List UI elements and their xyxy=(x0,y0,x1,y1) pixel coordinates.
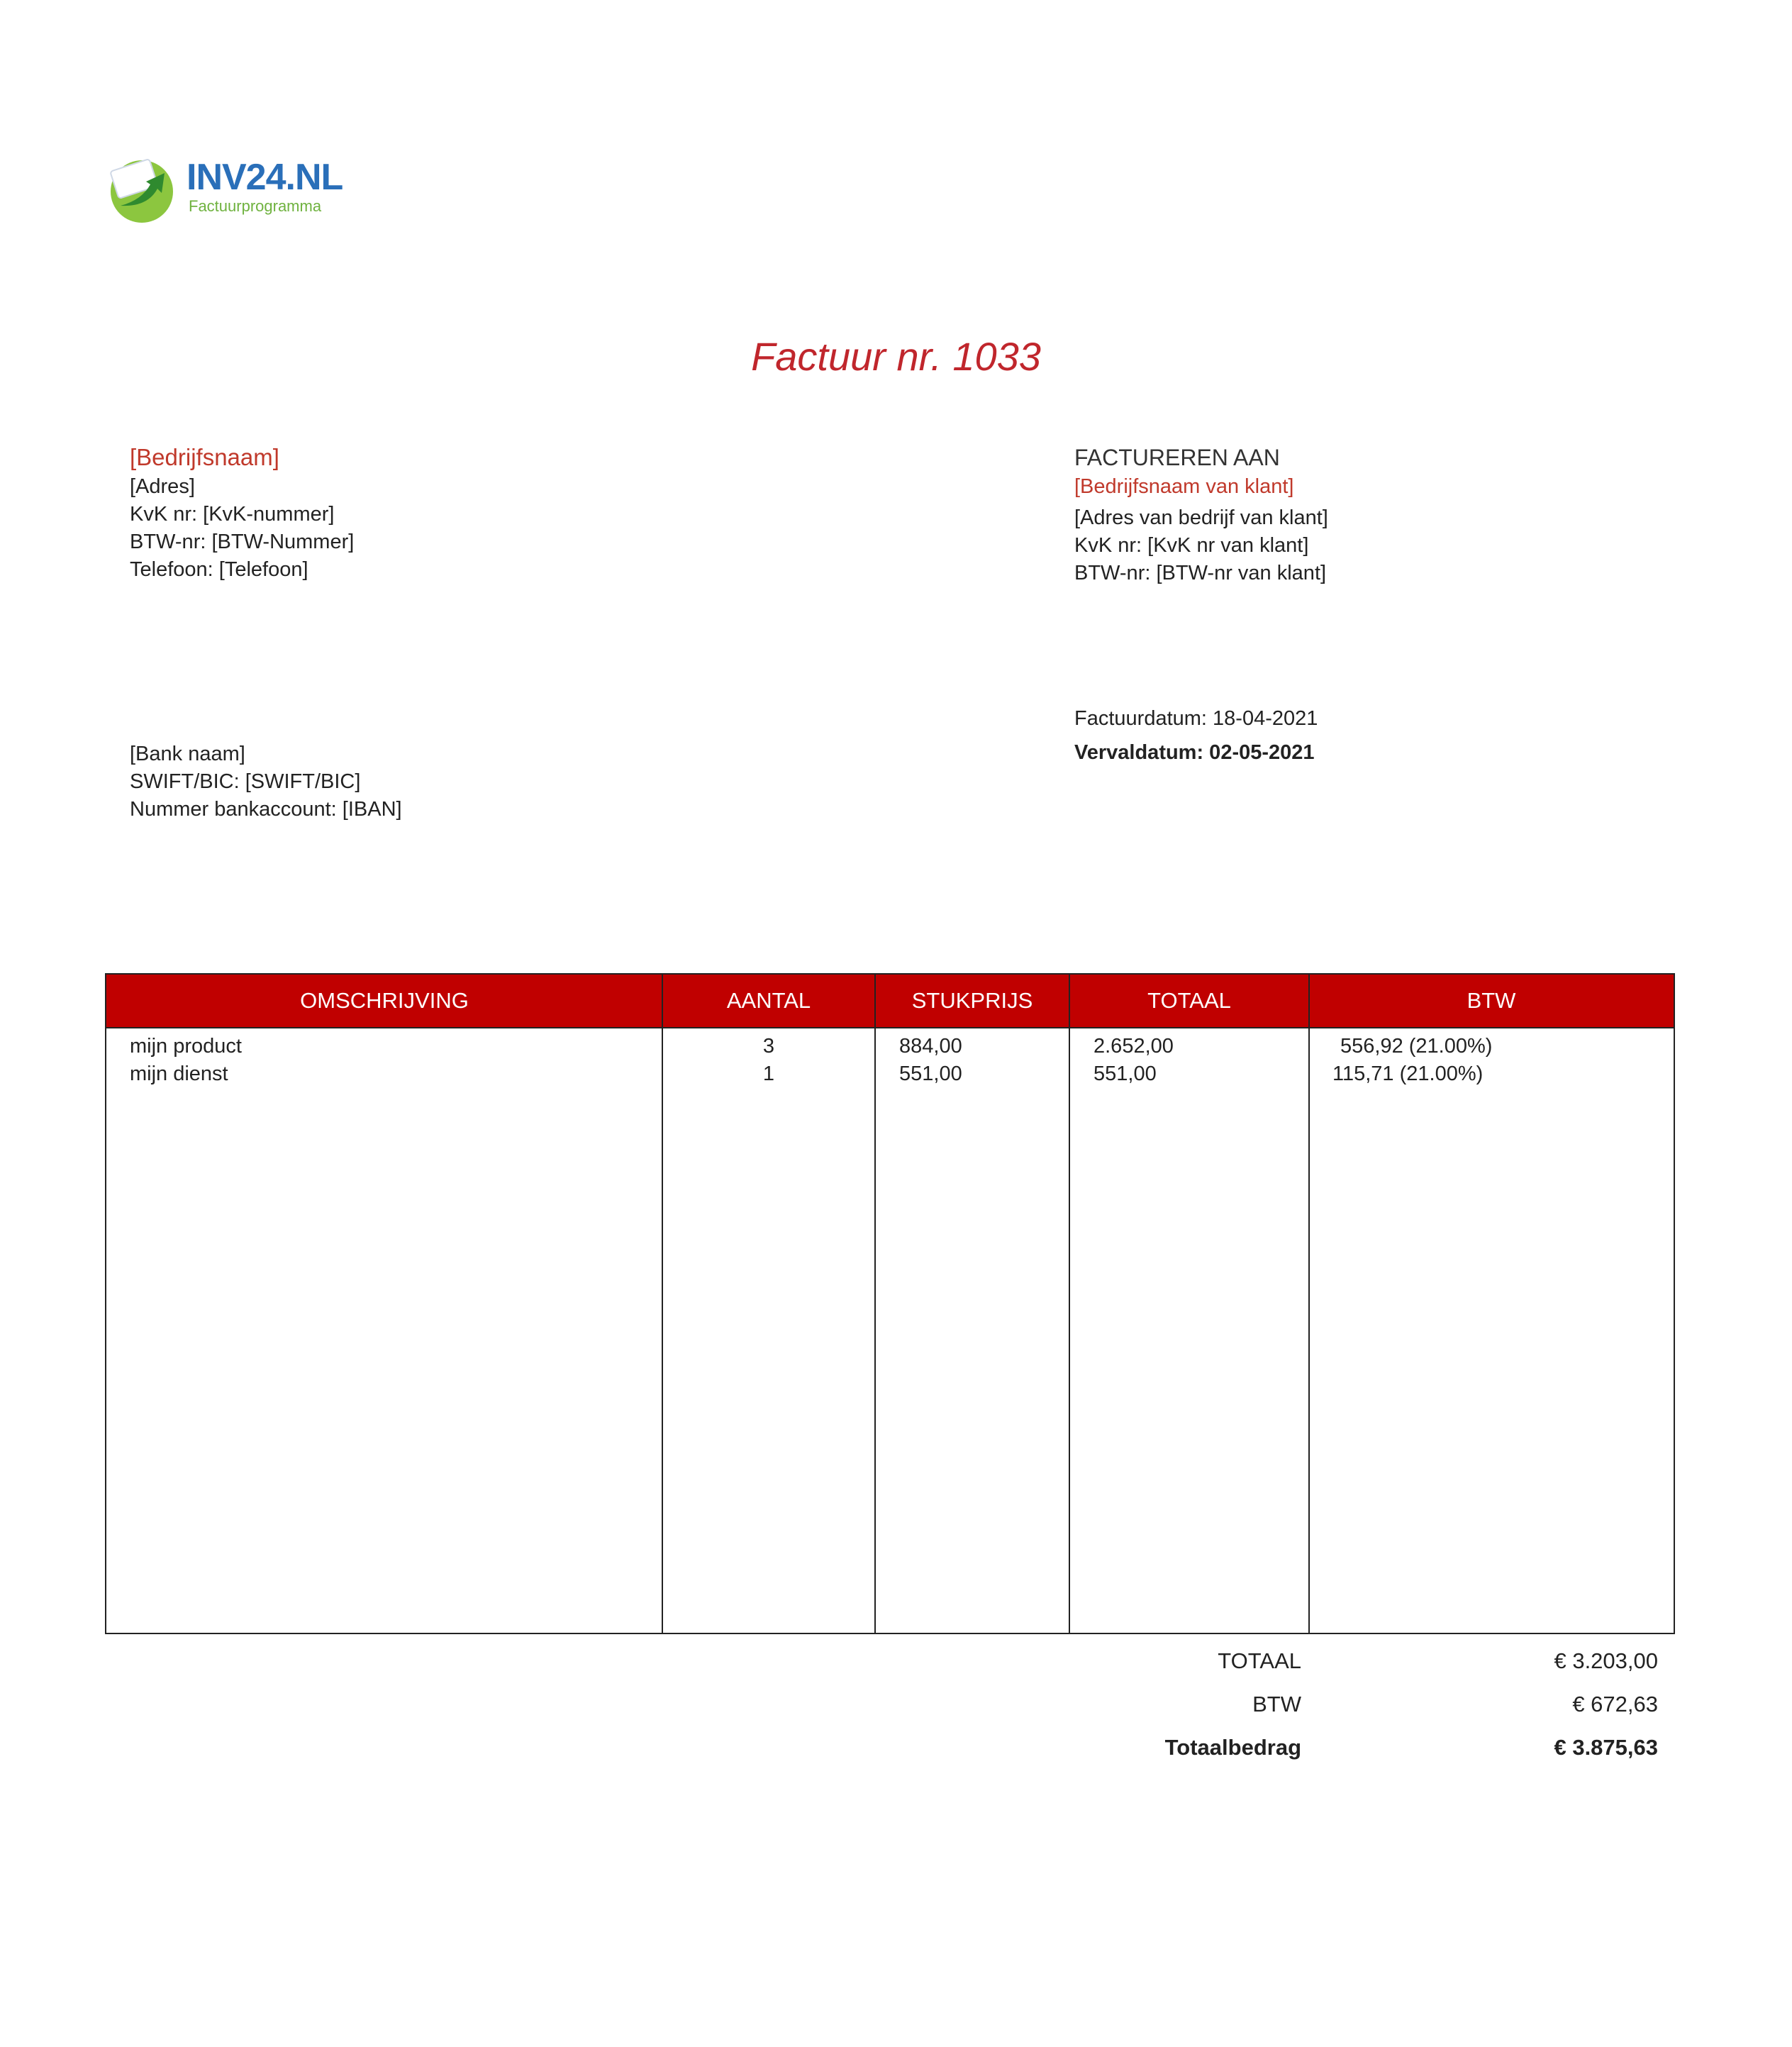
seller-address: [Adres] xyxy=(130,475,195,498)
summary-btw-label: BTW xyxy=(1252,1692,1301,1716)
seller-phone: Telefoon: [Telefoon] xyxy=(130,558,308,581)
row-btw: 556,92 (21.00%) xyxy=(1340,1035,1493,1058)
seller-kvk: KvK nr: [KvK-nummer] xyxy=(130,503,335,526)
buyer-name: [Bedrijfsnaam van klant] xyxy=(1074,475,1294,498)
row-btw: 115,71 (21.00%) xyxy=(1332,1063,1484,1085)
buyer-heading: FACTUREREN AAN xyxy=(1074,445,1280,470)
seller-name: [Bedrijfsnaam] xyxy=(130,444,279,470)
row-unit-price: 551,00 xyxy=(899,1063,962,1085)
row-description: mijn product xyxy=(130,1035,242,1058)
row-unit-price: 884,00 xyxy=(899,1035,962,1058)
logo-text: INV24.NL xyxy=(187,157,343,198)
invoice-dates xyxy=(1074,705,1318,767)
due-date: Vervaldatum: 02-05-2021 xyxy=(1074,741,1315,764)
header-btw: BTW xyxy=(1467,988,1516,1013)
seller-btw: BTW-nr: [BTW-Nummer] xyxy=(130,531,355,553)
bank-swift: SWIFT/BIC: [SWIFT/BIC] xyxy=(130,770,361,793)
table-header xyxy=(106,975,1674,1028)
row-total: 2.652,00 xyxy=(1093,1035,1174,1058)
summary-grand-value: € 3.875,63 xyxy=(1554,1735,1658,1760)
logo-icon xyxy=(106,150,184,225)
summary-total-label: TOTAAL xyxy=(1218,1648,1301,1673)
logo-subtitle: Factuurprogramma xyxy=(189,197,322,215)
invoice-date: Factuurdatum: 18-04-2021 xyxy=(1074,707,1318,730)
header-omschrijving: OMSCHRIJVING xyxy=(300,988,469,1013)
buyer-kvk: KvK nr: [KvK nr van klant] xyxy=(1074,534,1309,557)
header-aantal: AANTAL xyxy=(726,988,811,1013)
buyer-address: [Adres van bedrijf van klant] xyxy=(1074,506,1328,529)
header-stukprijs: STUKPRIJS xyxy=(911,988,1033,1013)
summary-grand-label: Totaalbedrag xyxy=(1164,1735,1301,1760)
bank-name: [Bank naam] xyxy=(130,743,245,765)
header-totaal: TOTAAL xyxy=(1147,988,1231,1013)
column-divider xyxy=(1069,975,1070,1633)
bank-info xyxy=(130,740,402,823)
summary-btw-value: € 672,63 xyxy=(1572,1692,1658,1716)
row-qty: 1 xyxy=(762,1063,775,1085)
row-description: mijn dienst xyxy=(130,1063,228,1085)
summary-total-value: € 3.203,00 xyxy=(1554,1648,1658,1673)
buyer-btw: BTW-nr: [BTW-nr van klant] xyxy=(1074,562,1327,584)
seller-info xyxy=(130,442,354,584)
row-total: 551,00 xyxy=(1093,1063,1157,1085)
column-divider xyxy=(1308,975,1310,1633)
invoice-table xyxy=(105,973,1675,1634)
buyer-info xyxy=(1074,442,1328,587)
bank-iban: Nummer bankaccount: [IBAN] xyxy=(130,798,402,821)
row-qty: 3 xyxy=(762,1035,775,1058)
invoice-title: Factuur nr. 1033 xyxy=(751,334,1041,379)
